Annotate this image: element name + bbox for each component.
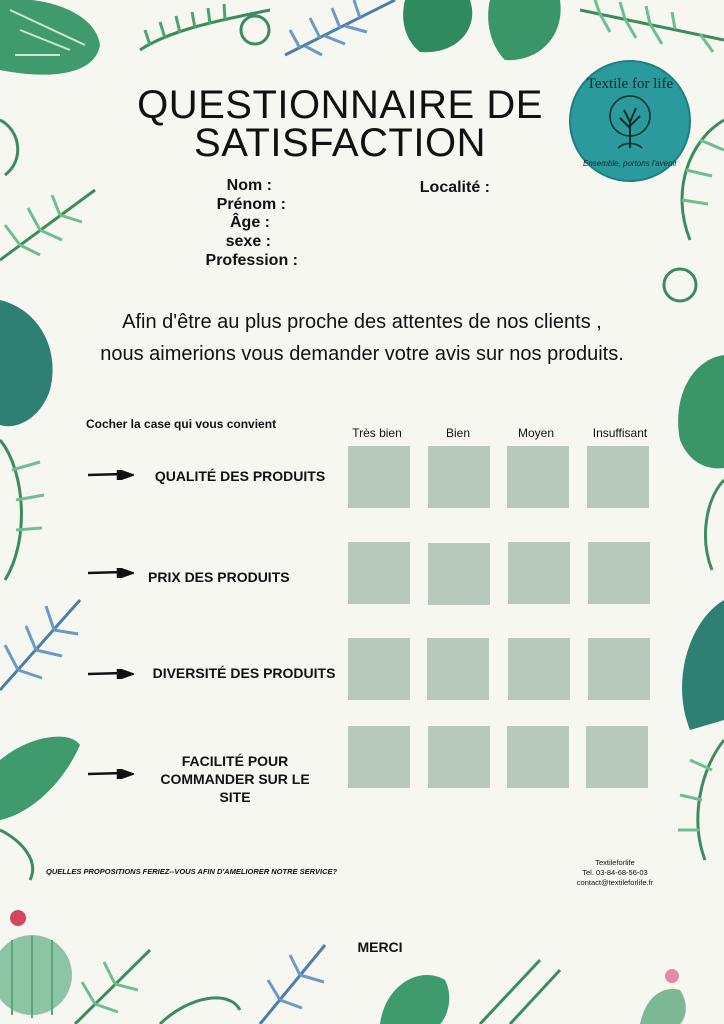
- arrow-icon: [88, 669, 134, 679]
- checkbox-prix-bien[interactable]: [428, 543, 490, 605]
- logo-tagline: Ensemble, portons l'avenir: [582, 159, 678, 168]
- row-label-facilite-line-2: COMMANDER SUR LE: [160, 771, 310, 787]
- checkbox-qualite-tres-bien[interactable]: [348, 446, 410, 508]
- contact-name: Textileforlife: [595, 858, 635, 867]
- field-sexe: sexe :: [225, 233, 271, 250]
- page-title: [90, 83, 590, 165]
- tree-icon: [600, 92, 660, 152]
- footer-question: QUELLES PROPOSITIONS FERIEZ--VOUS AFIN D'AMELIORER NOTRE SERVICE?: [46, 867, 338, 876]
- logo-name: Textile for life: [586, 76, 674, 92]
- contact-email[interactable]: contact@textileforlife.fr: [576, 878, 654, 887]
- row-label-facilite-line-1: FACILITÉ POUR: [181, 753, 289, 769]
- field-prenom: Prénom :: [216, 196, 286, 213]
- column-header-bien: Bien: [445, 426, 471, 440]
- checkbox-qualite-moyen[interactable]: [507, 446, 569, 508]
- title-line-2: SATISFACTION: [194, 121, 486, 165]
- field-profession: Profession :: [205, 252, 298, 269]
- checkbox-facilite-moyen[interactable]: [507, 726, 569, 788]
- checkbox-qualite-insuffisant[interactable]: [587, 446, 649, 508]
- column-header-insuffisant: Insuffisant: [592, 426, 648, 440]
- field-nom: Nom :: [226, 177, 272, 194]
- title-line-1: QUESTIONNAIRE DE: [137, 83, 543, 127]
- row-label-facilite: [140, 752, 330, 806]
- field-age: Âge :: [230, 214, 270, 231]
- column-header-tres-bien: Très bien: [352, 426, 402, 440]
- checkbox-diversite-moyen[interactable]: [508, 638, 570, 700]
- checkbox-facilite-bien[interactable]: [428, 726, 490, 788]
- row-label-qualite: QUALITÉ DES PRODUITS: [154, 468, 326, 484]
- checkbox-diversite-insuffisant[interactable]: [588, 638, 650, 700]
- contact-phone: Tel. 03-84-68-56-03: [582, 868, 648, 877]
- checkbox-prix-tres-bien[interactable]: [348, 542, 410, 604]
- checkbox-qualite-bien[interactable]: [428, 446, 490, 508]
- checkbox-prix-insuffisant[interactable]: [588, 542, 650, 604]
- field-localite: Localité :: [419, 179, 490, 196]
- intro-text: [40, 306, 684, 370]
- arrow-icon: [88, 769, 134, 779]
- arrow-icon: [88, 470, 134, 480]
- checkbox-diversite-tres-bien[interactable]: [348, 638, 410, 700]
- row-label-prix: PRIX DES PRODUITS: [148, 569, 290, 585]
- brand-logo: [569, 60, 691, 182]
- checkbox-prix-moyen[interactable]: [508, 542, 570, 604]
- arrow-icon: [88, 568, 134, 578]
- row-label-facilite-line-3: SITE: [219, 789, 251, 805]
- instruction-text: Cocher la case qui vous convient: [86, 417, 277, 431]
- intro-line-2: nous aimerions vous demander votre avis sur nos produits.: [100, 343, 624, 365]
- row-label-diversite: DIVERSITÉ DES PRODUITS: [152, 665, 336, 681]
- contact-block: [560, 858, 670, 888]
- column-header-moyen: Moyen: [517, 426, 555, 440]
- checkbox-diversite-bien[interactable]: [427, 638, 489, 700]
- checkbox-facilite-insuffisant[interactable]: [586, 726, 648, 788]
- thanks-text: MERCI: [357, 939, 403, 955]
- intro-line-1: Afin d'être au plus proche des attentes de nos clients ,: [122, 311, 602, 333]
- checkbox-facilite-tres-bien[interactable]: [348, 726, 410, 788]
